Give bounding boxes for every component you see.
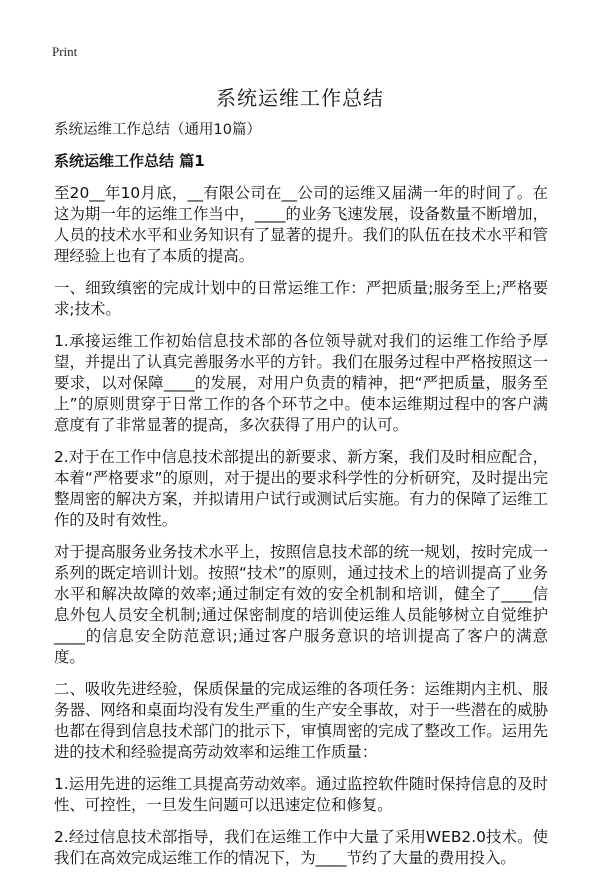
print-link[interactable]: Print — [52, 44, 78, 59]
paragraph: 1.运用先进的运维工具提高劳动效率。通过监控软件随时保持信息的及时性、可控性，一旦发生问题可以迅速定位和修复。 — [54, 775, 548, 814]
document-title: 系统运维工作总结 — [216, 86, 384, 110]
document-body — [54, 120, 548, 880]
paragraph: 2.对于在工作中信息技术部提出的新要求、新方案，我们及时相应配合，本着“严格要求”的原则，对于提出的要求科学性的分析研究，及时提出完整周密的解决方案，并拟请用户试行或测试后实施。有力的保障了运维工作的及时有效性。 — [54, 448, 548, 529]
paragraph: 至20__年10月底，__有限公司在__公司的运维又届满一年的时间了。在这为期一年的运维工作当中，____的业务飞速发展，设备数量不断增加，人员的技术水平和业务知识有了显著的提升。我们的队伍在技术水平和管理经验上也有了本质的提高。 — [54, 184, 548, 265]
paragraph: 对于提高服务业务技术水平上，按照信息技术部的统一规划，按时完成一系列的既定培训计划。按照“技术”的原则，通过技术上的培训提高了业务水平和解决故障的效率;通过制定有效的安全机制和培训，健全了____信息外包人员安全机制;通过保密制度的培训使运维人员能够树立自觉维护____的信息安全防范意识;通过客户服务意识的培训提高了客户的满意度。 — [54, 543, 548, 666]
paragraph: 二、吸收先进经验，保质保量的完成运维的各项任务：运维期内主机、服务器、网络和桌面均没有发生严重的生产安全事故，对于一些潜在的威胁也都在得到信息技术部门的批示下，审慎周密的完成了整改工作。运用先进的技术和经验提高劳动效率和运维工作质量： — [54, 680, 548, 761]
paragraph: 1.承接运维工作初始信息技术部的各位领导就对我们的运维工作给予厚望，并提出了认真完善服务水平的方针。我们在服务过程中严格按照这一要求，以对保障____的发展，对用户负责的精神，把“严把质量，服务至上”的原则贯穿于日常工作的各个环节之中。使本运维期过程中的客户满意度有了非常显著的提高，多次获得了用户的认可。 — [54, 332, 548, 434]
section-heading: 系统运维工作总结 篇1 — [54, 152, 205, 170]
paragraph: 2.经过信息技术部指导，我们在运维工作中大量了采用WEB2.0技术。使我们在高效完成运维工作的情况下，为____节约了大量的费用投入。 — [54, 828, 548, 867]
paragraph: 一、细致缜密的完成计划中的日常运维工作：严把质量;服务至上;严格要求;技术。 — [54, 279, 548, 318]
document-subtitle: 系统运维工作总结（通用10篇） — [54, 122, 261, 138]
